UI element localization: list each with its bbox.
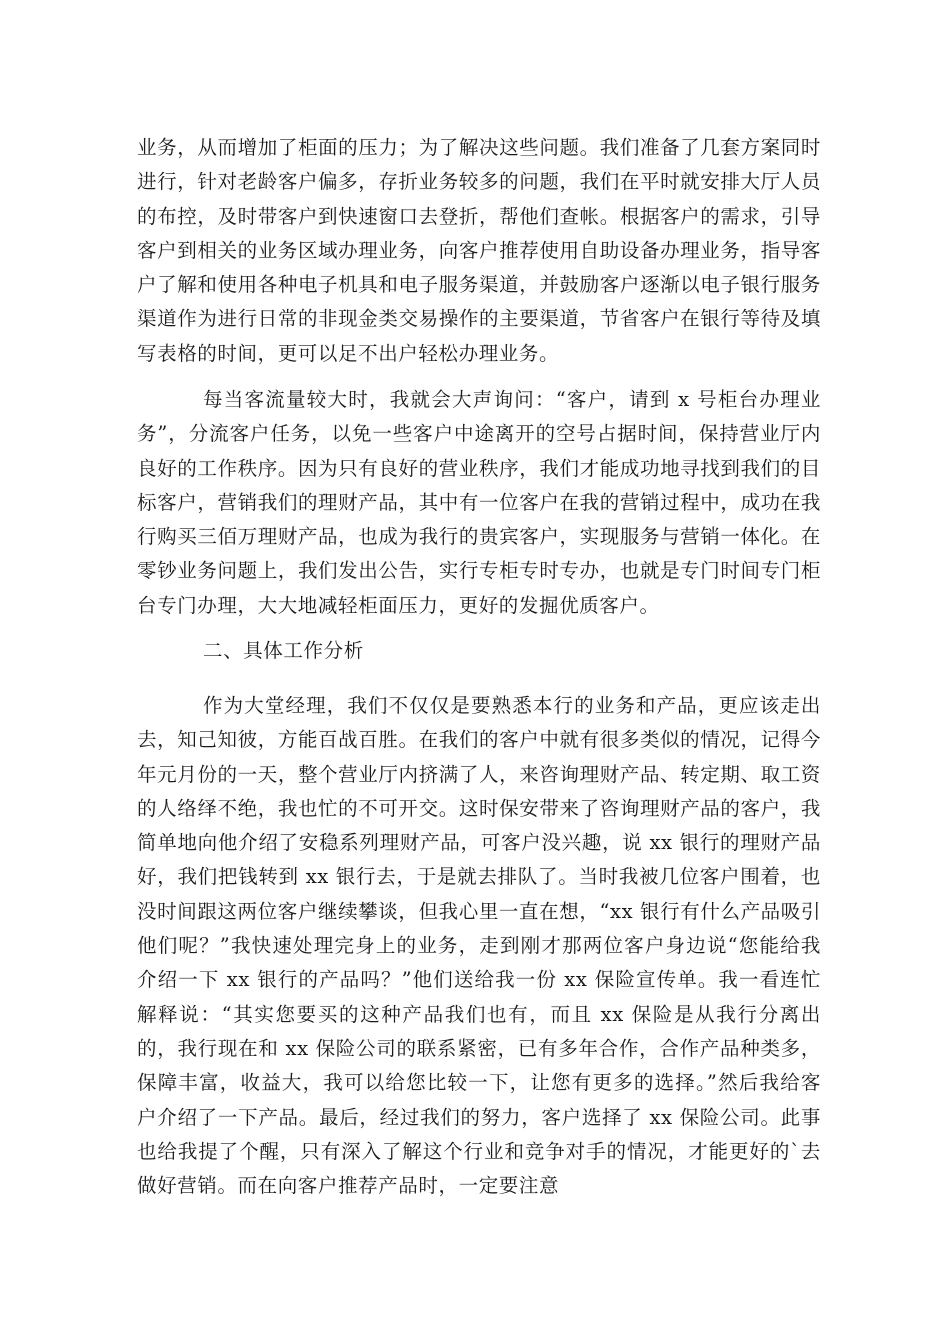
paragraph-lobby-manager: 作为大堂经理，我们不仅仅是要熟悉本行的业务和产品，更应该走出去，知己知彼，方能百战百胜。在我们的客户中就有很多类似的情况，记得今年元月份的一天，整个营业厅内挤满了人，来咨询理财产品、转定期、取工资的人络绎不绝，我也忙的不可开交。这时保安带来了咨询理财产品的客户，我简单地向他介绍了安稳系列理财产品，可客户没兴趣，说 xx 银行的理财产品好，我们把钱转到 xx 银行去，于是就去排队了。当时我被几位客户围着，也没时间跟这两位客户继续攀谈，但我心里一直在想，“xx 银行有什么产品吸引他们呢？”我快速处理完身上的业务，走到刚才那两位客户身边说“您能给我介绍一下 xx 银行的产品吗？”他们送给我一份 xx 保险宣传单。我一看连忙解释说：“其实您要买的这种产品我们也有，而且 xx 保险是从我行分离出的，我行现在和 xx 保险公司的联系紧密，已有多年合作，合作产品种类多，保障丰富，收益大，我可以给您比较一下，让您有更多的选择。”然后我给客户介绍了一下产品。最后，经过我们的努力，客户选择了 xx 保险公司。此事也给我提了个醒，只有深入了解这个行业和竞争对手的情况，才能更好的`去做好营销。而在向客户推荐产品时，一定要注意 [137,694,821,1198]
section-heading-work-analysis: 二、具体工作分析 [203,639,364,662]
paragraph-counter-pressure: 业务，从而增加了柜面的压力；为了解决这些问题。我们准备了几套方案同时进行，针对老龄客户偏多，存折业务较多的问题，我们在平时就安排大厅人员的布控，及时带客户到快速窗口去登折，帮他们查帐。根据客户的需求，引导客户到相关的业务区域办理业务，向客户推荐使用自助设备办理业务，指导客户了解和使用各种电子机具和电子服务渠道，并鼓励客户逐渐以电子银行服务渠道作为进行日常的非现金类交易操作的主要渠道，节省客户在银行等待及填写表格的时间，更可以足不出户轻松办理业务。 [137,136,821,365]
paragraph-customer-flow: 每当客流量较大时，我就会大声询问：“客户，请到 x 号柜台办理业务”，分流客户任务，以免一些客户中途离开的空号占据时间，保持营业厅内良好的工作秩序。因为只有良好的营业秩序，我们才能成功地寻找到我们的目标客户，营销我们的理财产品，其中有一位客户在我的营销过程中，成功在我行购买三佰万理财产品，也成为我行的贵宾客户，实现服务与营销一体化。在零钞业务问题上，我们发出公告，实行专柜专时专办，也就是专门时间专门柜台专门办理，大大地减轻柜面压力，更好的发掘优质客户。 [137,388,821,617]
